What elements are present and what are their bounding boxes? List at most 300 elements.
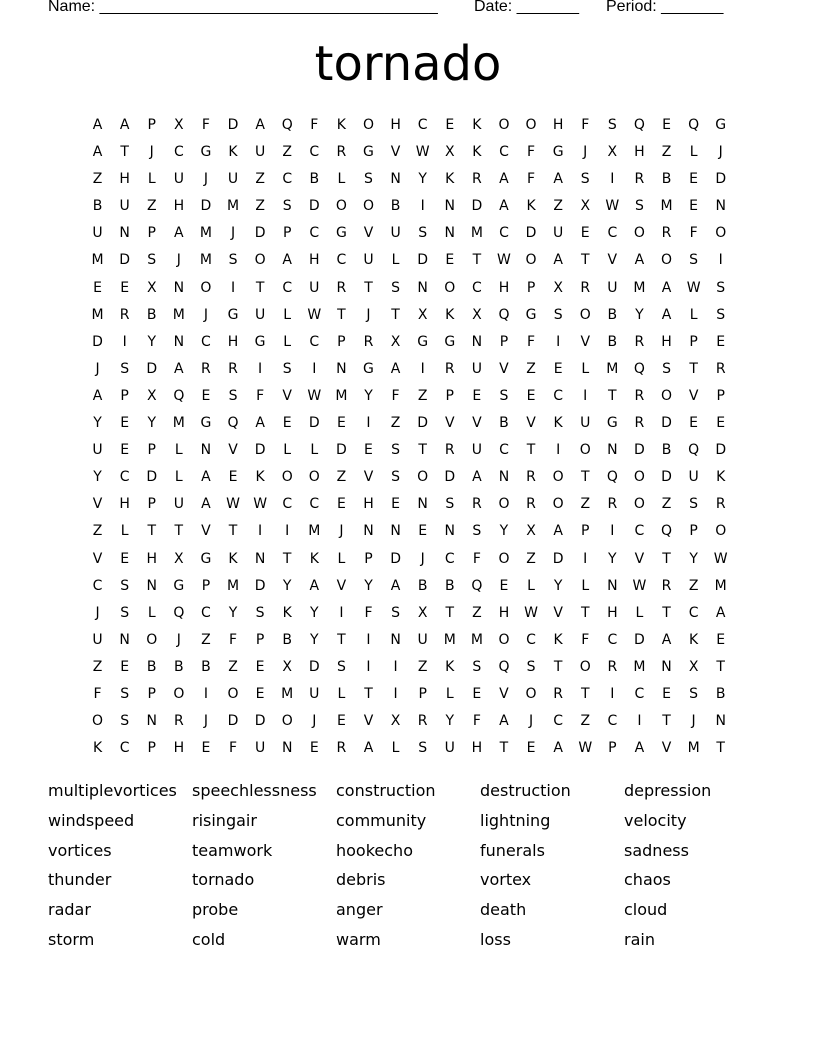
grid-letter: J — [203, 171, 208, 188]
grid-letter: O — [362, 117, 374, 133]
grid-letter: R — [471, 171, 482, 188]
grid-letter: Q — [633, 360, 645, 377]
grid-letter: S — [391, 279, 401, 296]
grid-letter: K — [445, 658, 455, 675]
grid-letter: A — [92, 117, 103, 133]
grid-letter: J — [528, 713, 534, 730]
grid-letter: T — [120, 144, 129, 161]
grid-letter: O — [552, 469, 564, 486]
period-field: Period: _______ — [606, 0, 724, 15]
grid-letter: E — [282, 415, 292, 432]
grid-letter: C — [201, 333, 211, 350]
grid-letter: G — [200, 144, 212, 161]
word-list-item: thunder — [48, 870, 112, 890]
grid-letter: V — [201, 523, 211, 540]
grid-letter: J — [366, 306, 371, 323]
grid-letter: E — [445, 252, 455, 269]
grid-letter: M — [687, 740, 700, 757]
grid-letter: M — [633, 658, 646, 675]
grid-letter: V — [499, 360, 509, 377]
grid-letter: P — [499, 333, 509, 350]
grid-letter: D — [471, 198, 483, 215]
grid-letter: S — [445, 496, 455, 513]
grid-letter: S — [526, 658, 536, 675]
grid-letter: N — [363, 523, 374, 540]
grid-letter: D — [254, 225, 266, 242]
grid-letter: S — [580, 171, 590, 188]
grid-letter: Z — [580, 496, 591, 513]
grid-letter: E — [662, 117, 671, 133]
grid-letter: V — [363, 225, 374, 242]
grid-letter: S — [553, 306, 563, 323]
grid-letter: F — [228, 631, 238, 648]
grid-letter: B — [499, 415, 509, 432]
grid-letter: G — [552, 144, 564, 161]
grid-letter: Q — [498, 306, 510, 323]
grid-letter: E — [499, 577, 509, 594]
grid-letter: P — [147, 442, 156, 459]
grid-letter: E — [716, 415, 726, 432]
grid-letter: A — [499, 171, 509, 188]
grid-letter: U — [471, 360, 482, 377]
grid-letter: A — [499, 198, 509, 215]
word-list-item: sadness — [624, 840, 689, 860]
grid-letter: C — [119, 469, 130, 486]
grid-letter: N — [417, 279, 428, 296]
grid-letter: M — [226, 577, 240, 594]
grid-letter: U — [607, 279, 618, 296]
grid-letter: I — [583, 550, 588, 567]
grid-letter: T — [364, 279, 373, 296]
grid-letter: F — [310, 117, 319, 133]
grid-letter: A — [390, 577, 401, 594]
grid-letter: O — [498, 496, 510, 513]
grid-letter: E — [580, 225, 590, 242]
grid-letter: L — [635, 604, 644, 621]
grid-letter: E — [526, 387, 536, 404]
grid-letter: E — [336, 415, 346, 432]
grid-letter: V — [688, 387, 699, 404]
grid-letter: R — [526, 496, 536, 513]
grid-letter: M — [172, 415, 185, 432]
grid-letter: P — [418, 685, 427, 702]
word-list-item: construction — [336, 781, 436, 800]
grid-letter: D — [417, 415, 429, 432]
grid-letter: A — [92, 144, 103, 161]
word-list-item: vortices — [48, 840, 112, 860]
grid-letter: B — [607, 306, 618, 323]
grid-letter: S — [607, 117, 617, 133]
grid-letter: K — [282, 604, 292, 621]
grid-letter: X — [146, 387, 157, 404]
grid-letter: P — [147, 496, 156, 513]
grid-letter: M — [660, 198, 673, 215]
grid-letter: C — [471, 279, 482, 296]
grid-letter: T — [337, 631, 346, 648]
grid-letter: H — [607, 604, 618, 621]
grid-letter: R — [363, 333, 374, 350]
grid-letter: E — [255, 685, 265, 702]
grid-letter: Y — [310, 631, 319, 648]
grid-letter: O — [498, 550, 510, 567]
grid-letter: C — [417, 117, 428, 133]
grid-letter: S — [391, 469, 401, 486]
grid-letter: C — [688, 604, 699, 621]
grid-letter: M — [714, 577, 727, 594]
grid-letter: A — [363, 740, 374, 757]
grid-letter: I — [393, 685, 398, 702]
grid-letter: L — [147, 604, 156, 621]
grid-letter: E — [418, 523, 428, 540]
word-list-item: multiplevortices — [48, 781, 177, 800]
grid-letter: R — [471, 496, 482, 513]
grid-letter: O — [715, 225, 727, 242]
grid-letter: B — [309, 171, 320, 188]
grid-letter: I — [556, 333, 561, 350]
grid-letter: W — [415, 144, 430, 161]
grid-letter: S — [255, 604, 265, 621]
grid-letter: S — [336, 658, 346, 675]
grid-letter: E — [120, 415, 130, 432]
grid-letter: J — [691, 713, 696, 730]
grid-letter: T — [391, 306, 400, 323]
grid-letter: F — [527, 333, 536, 350]
word-list-item: windspeed — [48, 810, 135, 830]
grid-letter: E — [716, 631, 726, 648]
grid-letter: T — [580, 469, 590, 486]
grid-letter: C — [634, 523, 645, 540]
grid-letter: E — [689, 198, 699, 215]
grid-letter: K — [553, 631, 563, 648]
grid-letter: A — [119, 117, 130, 133]
grid-letter: G — [363, 144, 374, 161]
grid-letter: L — [283, 306, 292, 323]
grid-letter: H — [634, 144, 645, 161]
word-list-item: death — [480, 900, 527, 920]
grid-letter: R — [336, 279, 347, 296]
grid-letter: S — [472, 658, 482, 675]
word-list-item: tornado — [192, 870, 255, 890]
grid-letter: X — [174, 550, 184, 567]
grid-letter: X — [174, 117, 184, 133]
grid-letter: Y — [147, 415, 157, 432]
grid-letter: D — [417, 252, 429, 269]
grid-letter: A — [390, 360, 401, 377]
grid-letter: R — [634, 333, 645, 350]
grid-letter: Z — [92, 523, 103, 540]
grid-letter: T — [526, 442, 536, 459]
grid-letter: V — [336, 577, 347, 594]
grid-letter: B — [92, 198, 103, 215]
grid-letter: Y — [608, 550, 617, 567]
grid-letter: J — [149, 144, 154, 161]
word-list-item: community — [336, 810, 427, 830]
grid-letter: H — [146, 550, 157, 567]
grid-letter: A — [499, 713, 509, 730]
grid-letter: K — [92, 740, 103, 757]
grid-letter: K — [526, 198, 536, 215]
grid-letter: M — [281, 685, 294, 702]
grid-letter: I — [583, 387, 588, 404]
grid-letter: W — [524, 604, 538, 621]
grid-letter: E — [336, 496, 346, 513]
grid-letter: C — [336, 252, 347, 269]
word-list-item: teamwork — [192, 840, 273, 860]
grid-letter: S — [120, 685, 130, 702]
grid-letter: E — [391, 496, 400, 513]
grid-letter: Z — [526, 360, 536, 377]
grid-letter: Z — [336, 469, 347, 486]
grid-letter: P — [364, 550, 373, 567]
grid-letter: H — [173, 740, 185, 757]
grid-letter: S — [418, 740, 428, 757]
grid-letter: B — [661, 442, 672, 459]
grid-letter: F — [581, 631, 590, 648]
grid-letter: H — [119, 171, 130, 188]
grid-letter: H — [661, 333, 672, 350]
grid-letter: N — [444, 225, 455, 242]
grid-letter: V — [390, 144, 401, 161]
grid-letter: T — [662, 604, 671, 621]
grid-letter: G — [200, 550, 212, 567]
grid-letter: M — [91, 306, 104, 323]
word-list-item: radar — [48, 900, 91, 920]
grid-letter: Z — [92, 658, 103, 675]
grid-letter: A — [282, 252, 292, 269]
grid-letter: T — [580, 685, 590, 702]
grid-letter: L — [391, 252, 400, 269]
grid-letter: E — [526, 740, 536, 757]
grid-letter: D — [390, 550, 401, 567]
grid-letter: Z — [553, 198, 563, 215]
page-title: tornado — [314, 36, 502, 92]
grid-letter: S — [120, 604, 130, 621]
grid-letter: O — [579, 442, 591, 459]
grid-letter: C — [173, 144, 184, 161]
grid-letter: V — [499, 685, 509, 702]
grid-letter: I — [230, 279, 236, 296]
grid-letter: U — [254, 144, 266, 161]
grid-letter: S — [282, 198, 292, 215]
grid-letter: C — [553, 387, 564, 404]
grid-letter: P — [526, 279, 536, 296]
grid-letter: L — [283, 333, 292, 350]
grid-letter: D — [200, 198, 212, 215]
grid-letter: I — [420, 360, 425, 377]
grid-letter: M — [606, 360, 619, 377]
grid-letter: A — [553, 740, 563, 757]
grid-letter: A — [92, 387, 103, 404]
grid-letter: S — [282, 360, 292, 377]
grid-letter: U — [417, 631, 428, 648]
grid-letter: M — [199, 252, 212, 269]
grid-letter: G — [173, 577, 185, 594]
grid-letter: S — [689, 496, 699, 513]
grid-letter: S — [689, 252, 699, 269]
grid-letter: Z — [472, 604, 482, 621]
grid-letter: C — [309, 144, 320, 161]
grid-letter: X — [390, 333, 401, 350]
grid-letter: D — [525, 225, 537, 242]
grid-letter: W — [686, 279, 701, 296]
grid-letter: Q — [688, 117, 700, 133]
grid-letter: T — [716, 658, 725, 675]
grid-letter: F — [581, 117, 590, 133]
grid-letter: O — [200, 279, 212, 296]
grid-letter: D — [634, 442, 645, 459]
grid-letter: A — [201, 469, 211, 486]
grid-letter: H — [471, 740, 483, 757]
grid-letter: R — [444, 442, 455, 459]
grid-letter: E — [716, 333, 726, 350]
word-list-item: velocity — [624, 810, 687, 830]
grid-letter: N — [173, 279, 185, 296]
grid-letter: K — [228, 144, 238, 161]
grid-letter: N — [607, 577, 618, 594]
grid-letter: Q — [227, 415, 239, 432]
grid-letter: H — [498, 279, 510, 296]
grid-letter: Z — [661, 496, 672, 513]
grid-letter: E — [309, 740, 319, 757]
grid-letter: S — [147, 252, 157, 269]
grid-letter: L — [689, 306, 698, 323]
grid-letter: V — [228, 442, 238, 459]
grid-letter: D — [254, 577, 266, 594]
grid-letter: K — [255, 469, 265, 486]
grid-letter: S — [120, 577, 130, 594]
grid-letter: M — [308, 523, 321, 540]
grid-letter: N — [173, 333, 185, 350]
grid-letter: U — [309, 685, 320, 702]
grid-letter: D — [146, 360, 158, 377]
grid-letter: W — [578, 740, 593, 757]
grid-letter: A — [553, 252, 563, 269]
grid-letter: F — [93, 685, 102, 702]
grid-letter: T — [662, 550, 671, 567]
grid-letter: O — [146, 631, 158, 648]
grid-letter: I — [610, 171, 615, 188]
grid-letter: Z — [580, 713, 591, 730]
grid-letter: Y — [364, 577, 373, 594]
grid-letter: S — [120, 713, 130, 730]
grid-letter: C — [499, 144, 509, 161]
grid-letter: V — [363, 469, 374, 486]
grid-letter: L — [445, 685, 454, 702]
grid-letter: S — [391, 604, 401, 621]
grid-letter: Z — [201, 631, 211, 648]
grid-letter: I — [556, 442, 561, 459]
grid-letter: I — [366, 658, 371, 675]
grid-letter: J — [95, 604, 100, 621]
grid-letter: O — [417, 469, 429, 486]
grid-letter: I — [718, 252, 723, 269]
grid-letter: U — [92, 631, 103, 648]
grid-letter: X — [607, 144, 618, 161]
grid-letter: D — [634, 631, 645, 648]
date-field: Date: _______ — [474, 0, 579, 15]
grid-letter: R — [634, 415, 645, 432]
grid-letter: T — [282, 550, 292, 567]
word-list-item: rain — [624, 929, 655, 949]
grid-letter: D — [92, 333, 103, 350]
grid-letter: O — [633, 469, 645, 486]
grid-letter: S — [120, 360, 130, 377]
grid-letter: S — [634, 198, 644, 215]
grid-letter: E — [120, 658, 130, 675]
grid-letter: A — [715, 604, 726, 621]
grid-letter: R — [336, 740, 347, 757]
grid-letter: Z — [146, 198, 157, 215]
grid-letter: R — [634, 387, 645, 404]
grid-letter: U — [688, 469, 699, 486]
grid-letter: F — [472, 550, 481, 567]
grid-letter: T — [499, 740, 509, 757]
grid-letter: M — [172, 306, 185, 323]
grid-letter: N — [471, 333, 483, 350]
grid-letter: K — [553, 415, 563, 432]
word-list-item: warm — [336, 929, 381, 949]
grid-letter: N — [444, 523, 455, 540]
grid-letter: J — [95, 360, 100, 377]
grid-letter: U — [92, 442, 103, 459]
grid-letter: S — [472, 523, 482, 540]
grid-letter: O — [281, 469, 293, 486]
grid-letter: C — [309, 333, 320, 350]
grid-letter: P — [716, 387, 725, 404]
grid-letter: B — [174, 658, 184, 675]
grid-letter: U — [173, 496, 184, 513]
grid-letter: C — [607, 713, 618, 730]
grid-letter: A — [255, 117, 265, 133]
grid-letter: V — [444, 415, 455, 432]
grid-letter: V — [553, 604, 563, 621]
grid-letter: M — [199, 225, 212, 242]
grid-letter: B — [146, 306, 157, 323]
grid-letter: F — [391, 387, 400, 404]
grid-letter: T — [337, 306, 346, 323]
grid-letter: X — [688, 658, 699, 675]
grid-letter: Q — [606, 469, 618, 486]
word-list-item: risingair — [192, 810, 257, 830]
grid-letter: U — [471, 442, 482, 459]
grid-letter: R — [580, 279, 591, 296]
grid-letter: I — [258, 360, 263, 377]
grid-letter: Z — [92, 171, 103, 188]
word-list-item: cold — [192, 929, 226, 949]
grid-letter: T — [553, 658, 563, 675]
grid-letter: D — [254, 442, 266, 459]
grid-letter: C — [526, 631, 536, 648]
grid-letter: R — [336, 144, 347, 161]
grid-letter: P — [689, 523, 698, 540]
grid-letter: C — [309, 496, 320, 513]
grid-letter: N — [444, 198, 455, 215]
word-list-item: hookecho — [336, 840, 413, 860]
grid-letter: O — [308, 469, 320, 486]
grid-letter: O — [498, 117, 510, 133]
grid-letter: Y — [282, 577, 292, 594]
grid-letter: P — [120, 387, 129, 404]
grid-letter: I — [420, 198, 425, 215]
grid-letter: B — [444, 577, 455, 594]
grid-letter: E — [689, 415, 699, 432]
grid-letter: W — [497, 252, 511, 269]
grid-letter: M — [91, 252, 104, 269]
grid-letter: W — [226, 496, 240, 513]
grid-letter: T — [255, 279, 265, 296]
grid-letter: B — [607, 333, 618, 350]
grid-letter: I — [258, 523, 263, 540]
